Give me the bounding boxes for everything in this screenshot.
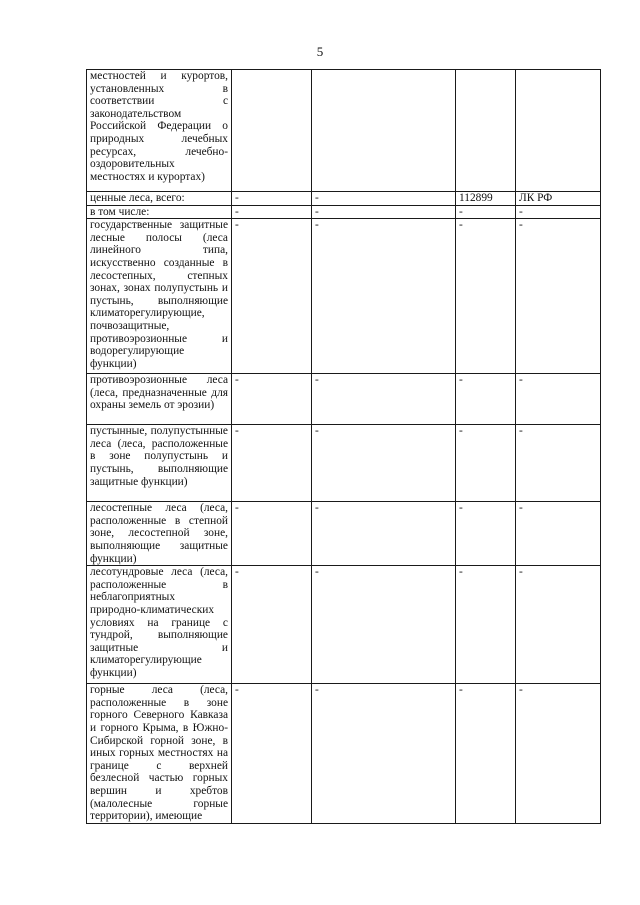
forest-category-cell: местностей и курортов, установленных в соответствии с законодательством Российской Федерации о природных лечебных ресурсах, лечебно-оздоровительных местностях и курортах) (87, 70, 232, 192)
value-cell-col3: - (312, 566, 456, 684)
table-row (87, 502, 601, 566)
forest-category-cell: противоэрозионные леса (леса, предназначенные для охраны земель от эрозии) (87, 374, 232, 425)
forest-category-cell: в том числе: (87, 205, 232, 219)
value-cell-col3 (312, 70, 456, 192)
value-cell-col2: - (232, 566, 312, 684)
value-cell-col5: - (516, 502, 601, 566)
value-cell-col4: - (456, 684, 516, 824)
page-number: 5 (316, 44, 324, 59)
value-cell-col5 (516, 70, 601, 192)
table-row (87, 566, 601, 684)
forest-category-cell: пустынные, полупустынные леса (леса, расположенные в зоне полупустынь и пустынь, выполняющие защитные функции) (87, 425, 232, 502)
value-cell-col3: - (312, 425, 456, 502)
value-cell-col2 (232, 70, 312, 192)
value-cell-col5: ЛК РФ (516, 192, 601, 206)
value-cell-col3: - (312, 219, 456, 374)
value-cell-col4: 112899 (456, 192, 516, 206)
value-cell-col2: - (232, 219, 312, 374)
value-cell-col5: - (516, 566, 601, 684)
value-cell-col3: - (312, 502, 456, 566)
table-row (87, 192, 601, 206)
value-cell-col3: - (312, 192, 456, 206)
value-cell-col4: - (456, 205, 516, 219)
table-row (87, 425, 601, 502)
value-cell-col2: - (232, 425, 312, 502)
table-row (87, 205, 601, 219)
table-row (87, 70, 601, 192)
table-row (87, 219, 601, 374)
value-cell-col3: - (312, 684, 456, 824)
value-cell-col2: - (232, 502, 312, 566)
value-cell-col4: - (456, 566, 516, 684)
value-cell-col4: - (456, 374, 516, 425)
value-cell-col5: - (516, 425, 601, 502)
forest-category-cell: ценные леса, всего: (87, 192, 232, 206)
value-cell-col4: - (456, 219, 516, 374)
value-cell-col5: - (516, 684, 601, 824)
value-cell-col5: - (516, 374, 601, 425)
value-cell-col4: - (456, 425, 516, 502)
value-cell-col4: - (456, 502, 516, 566)
table-row (87, 684, 601, 824)
value-cell-col5: - (516, 205, 601, 219)
forest-category-cell: лесостепные леса (леса, расположенные в степной зоне, лесостепной зоне, выполняющие защитные функции) (87, 502, 232, 566)
value-cell-col4 (456, 70, 516, 192)
forest-table-body (87, 70, 601, 824)
forest-category-cell: государственные защитные лесные полосы (леса линейного типа, искусственно созданные в лесостепных, степных зонах, зонах полупустынь и пустынь, выполняющие климаторегулирующие, почвозащитные, противоэрозионные и водорегулирующие функции) (87, 219, 232, 374)
forest-table (86, 69, 601, 824)
forest-category-cell: горные леса (леса, расположенные в зоне горного Северного Кавказа и горного Крыма, в Южно-Сибирской горной зоне, в иных горных местностях на границе с верхней безлесной частью горных вершин и хребтов (малолесные горные территории), имеющие (87, 684, 232, 824)
value-cell-col3: - (312, 374, 456, 425)
value-cell-col2: - (232, 684, 312, 824)
value-cell-col2: - (232, 374, 312, 425)
forest-category-cell: лесотундровые леса (леса, расположенные в неблагоприятных природно-климатических условиях на границе с тундрой, выполняющие защитные и климаторегулирующие функции) (87, 566, 232, 684)
value-cell-col2: - (232, 192, 312, 206)
table-row (87, 374, 601, 425)
value-cell-col5: - (516, 219, 601, 374)
forest-table-wrapper (86, 69, 600, 824)
value-cell-col2: - (232, 205, 312, 219)
value-cell-col3: - (312, 205, 456, 219)
